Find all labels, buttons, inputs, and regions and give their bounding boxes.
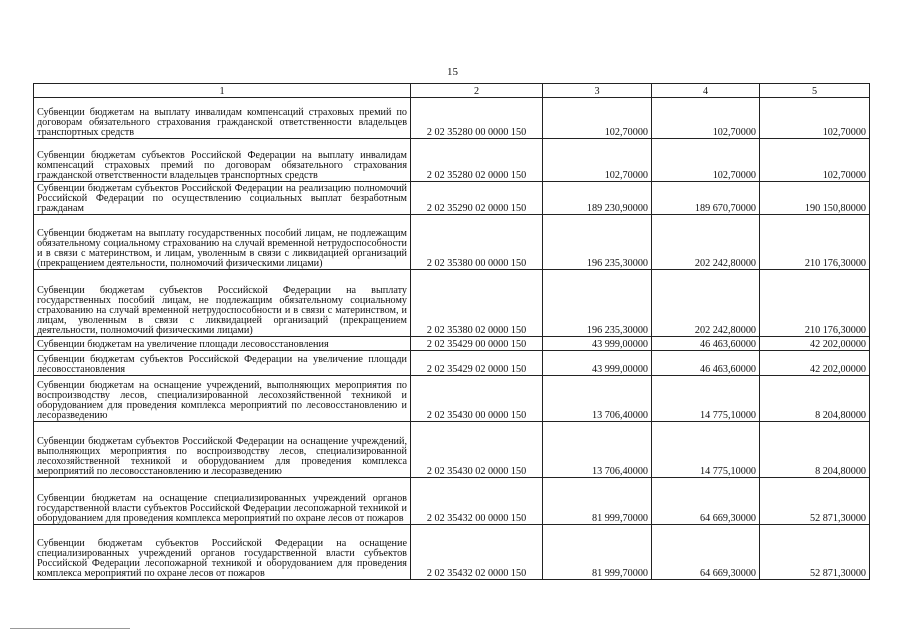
row-value-col4: 14 775,10000: [652, 376, 760, 422]
table-row: [34, 215, 870, 270]
row-value-col5: 52 871,30000: [760, 478, 870, 525]
row-description: Субвенции бюджетам субъектов Российской Федерации на увеличение площади лесовосстановления: [34, 351, 411, 376]
table-row: [34, 337, 870, 351]
row-description: Субвенции бюджетам на увеличение площади лесовосстановления: [34, 337, 411, 351]
row-value-col3: 102,70000: [543, 98, 652, 139]
row-budget-code: 2 02 35432 00 0000 150: [411, 478, 543, 525]
column-header-5: 5: [760, 84, 870, 98]
row-description: Субвенции бюджетам субъектов Российской Федерации на реализацию полномочий Российской Федерации по осуществлению социальных выплат безработным гражданам: [34, 182, 411, 215]
column-header-2: 2: [411, 84, 543, 98]
row-value-col4: 46 463,60000: [652, 351, 760, 376]
row-value-col5: 42 202,00000: [760, 337, 870, 351]
row-value-col4: 14 775,10000: [652, 422, 760, 478]
row-budget-code: 2 02 35380 00 0000 150: [411, 215, 543, 270]
row-budget-code: 2 02 35280 00 0000 150: [411, 98, 543, 139]
row-value-col3: 13 706,40000: [543, 376, 652, 422]
budget-table: [33, 83, 870, 580]
row-value-col4: 189 670,70000: [652, 182, 760, 215]
row-value-col3: 189 230,90000: [543, 182, 652, 215]
row-value-col4: 64 669,30000: [652, 525, 760, 580]
row-value-col5: 8 204,80000: [760, 422, 870, 478]
row-value-col4: 102,70000: [652, 139, 760, 182]
row-value-col5: 210 176,30000: [760, 215, 870, 270]
row-value-col3: 13 706,40000: [543, 422, 652, 478]
column-header-3: 3: [543, 84, 652, 98]
table-row: [34, 422, 870, 478]
table-header-row: [34, 84, 870, 98]
column-header-4: 4: [652, 84, 760, 98]
row-value-col5: 42 202,00000: [760, 351, 870, 376]
row-value-col5: 210 176,30000: [760, 270, 870, 337]
row-value-col3: 102,70000: [543, 139, 652, 182]
table-row: [34, 139, 870, 182]
row-value-col4: 46 463,60000: [652, 337, 760, 351]
row-value-col4: 102,70000: [652, 98, 760, 139]
row-value-col4: 202 242,80000: [652, 215, 760, 270]
row-value-col5: 8 204,80000: [760, 376, 870, 422]
row-value-col3: 43 999,00000: [543, 337, 652, 351]
row-description: Субвенции бюджетам субъектов Российской Федерации на оснащение учреждений, выполняющих мероприятия по воспроизводству лесов, специализированной лесохозяйственной техникой и оборудованием для проведения комплекса мероприятий по лесовосстановлению и лесоразведению: [34, 422, 411, 478]
table-row: [34, 525, 870, 580]
row-value-col5: 52 871,30000: [760, 525, 870, 580]
row-description: Субвенции бюджетам субъектов Российской Федерации на выплату инвалидам компенсаций страховых премий по договорам обязательного страхования гражданской ответственности владельцев транспортных средств: [34, 139, 411, 182]
row-budget-code: 2 02 35430 02 0000 150: [411, 422, 543, 478]
row-budget-code: 2 02 35430 00 0000 150: [411, 376, 543, 422]
table-row: [34, 351, 870, 376]
row-description: Субвенции бюджетам субъектов Российской Федерации на оснащение специализированных учреждений органов государственной власти субъектов Российской Федерации лесопожарной техникой и оборудованием для проведения комплекса мероприятий по охране лесов от пожаров: [34, 525, 411, 580]
row-value-col5: 190 150,80000: [760, 182, 870, 215]
row-value-col3: 196 235,30000: [543, 215, 652, 270]
row-description: Субвенции бюджетам на выплату инвалидам компенсаций страховых премий по договорам обязательного страхования гражданской ответственности владельцев транспортных средств: [34, 98, 411, 139]
row-value-col3: 81 999,70000: [543, 478, 652, 525]
table-row: [34, 478, 870, 525]
table-row: [34, 98, 870, 139]
footer-rule: [10, 628, 130, 629]
row-description: Субвенции бюджетам на оснащение учреждений, выполняющих мероприятия по воспроизводству лесов, специализированной лесохозяйственной техникой и оборудованием для проведения комплекса мероприятий по лесовосстановлению и лесоразведению: [34, 376, 411, 422]
row-description: Субвенции бюджетам на оснащение специализированных учреждений органов государственной власти субъектов Российской Федерации лесопожарной техникой и оборудованием для проведения комплекса мероприятий по охране лесов от пожаров: [34, 478, 411, 525]
row-value-col5: 102,70000: [760, 98, 870, 139]
row-value-col3: 81 999,70000: [543, 525, 652, 580]
row-budget-code: 2 02 35432 02 0000 150: [411, 525, 543, 580]
table-row: [34, 270, 870, 337]
row-value-col3: 196 235,30000: [543, 270, 652, 337]
row-value-col4: 64 669,30000: [652, 478, 760, 525]
row-budget-code: 2 02 35429 02 0000 150: [411, 351, 543, 376]
table-row: [34, 182, 870, 215]
row-budget-code: 2 02 35429 00 0000 150: [411, 337, 543, 351]
row-value-col5: 102,70000: [760, 139, 870, 182]
row-value-col4: 202 242,80000: [652, 270, 760, 337]
page-number: 15: [447, 66, 458, 78]
row-budget-code: 2 02 35280 02 0000 150: [411, 139, 543, 182]
row-description: Субвенции бюджетам субъектов Российской Федерации на выплату государственных пособий лицам, не подлежащим обязательному социальному страхованию на случай временной нетрудоспособности и в связи с материнством, и лицам, уволенным в связи с ликвидацией организаций (прекращением деятельности, полномочий физическими лицами): [34, 270, 411, 337]
row-value-col3: 43 999,00000: [543, 351, 652, 376]
table-row: [34, 376, 870, 422]
row-budget-code: 2 02 35290 02 0000 150: [411, 182, 543, 215]
row-description: Субвенции бюджетам на выплату государственных пособий лицам, не подлежащим обязательному социальному страхованию на случай временной нетрудоспособности и в связи с материнством, и лицам, уволенным в связи с ликвидацией организаций (прекращением деятельности, полномочий физическими лицами): [34, 215, 411, 270]
column-header-1: 1: [34, 84, 411, 98]
row-budget-code: 2 02 35380 02 0000 150: [411, 270, 543, 337]
